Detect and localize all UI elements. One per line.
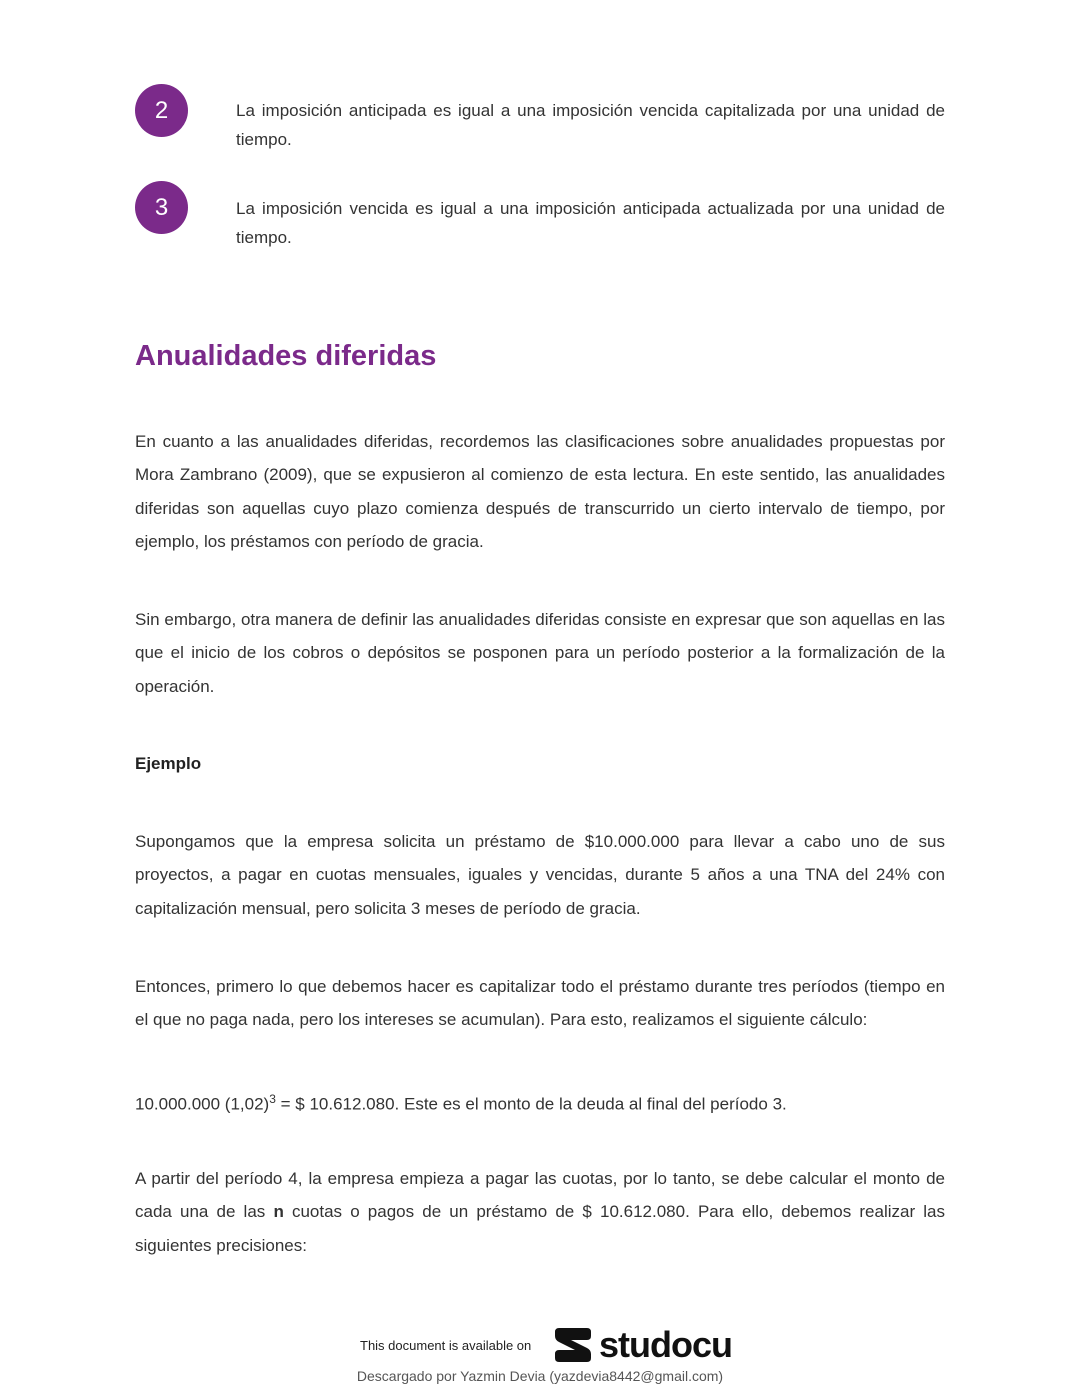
paragraph: Entonces, primero lo que debemos hacer es capitalizar todo el préstamo durante tres períodos (tiempo en el que no paga nada, pero los intereses se acumulan). Para esto, realizamos el siguiente cálculo:	[135, 977, 945, 1030]
paragraph	[135, 1162, 945, 1262]
formula-line	[135, 1083, 945, 1121]
studocu-logo-text: studocu	[599, 1324, 732, 1365]
formula-exponent: 3	[269, 1092, 276, 1106]
formula-base: 10.000.000 (1,02)	[135, 1094, 270, 1114]
paragraph-part: cuotas o pagos de un préstamo de $ 10.612.080. Para ello, debemos realizar las siguientes precisiones:	[135, 1202, 945, 1255]
studocu-logo[interactable]	[553, 1324, 732, 1366]
studocu-logo-icon	[553, 1324, 593, 1366]
paragraph: En cuanto a las anualidades diferidas, recordemos las clasificaciones sobre anualidades propuestas por Mora Zambrano (2009), que se expusieron al comienzo de esta lectura. En este sentido, las anualidades diferidas son aquellas cuyo plazo comienza después de transcurrido un cierto intervalo de tiempo, por ejemplo, los préstamos con período de gracia.	[135, 432, 945, 551]
example-label: Ejemplo	[135, 754, 202, 773]
paragraph-part: A partir del período 4, la empresa empieza a pagar las cuotas, por lo tanto, se debe calcular el monto de cada una de las	[135, 1169, 945, 1222]
step-number-badge: 3	[135, 181, 188, 234]
formula-result: = $ 10.612.080. Este es el monto de la deuda al final del período 3.	[275, 1094, 787, 1114]
footer-available-text: This document is available on	[360, 1338, 532, 1353]
footer-downloaded-by: Descargado por Yazmin Devia (yazdevia8442@gmail.com)	[356, 1368, 724, 1384]
numbered-item-text: La imposición vencida es igual a una imposición anticipada actualizada por una unidad de tiempo.	[236, 199, 945, 247]
section-title: Anualidades diferidas	[135, 340, 437, 372]
numbered-item-text: La imposición anticipada es igual a una imposición vencida capitalizada por una unidad de tiempo.	[236, 101, 945, 149]
step-number-badge: 2	[135, 84, 188, 137]
paragraph: Sin embargo, otra manera de definir las anualidades diferidas consiste en expresar que son aquellas en las que el inicio de los cobros o depósitos se posponen para un período posterior a la formalización de la operación.	[135, 610, 945, 696]
variable-n: n	[273, 1202, 284, 1222]
paragraph: Supongamos que la empresa solicita un préstamo de $10.000.000 para llevar a cabo uno de sus proyectos, a pagar en cuotas mensuales, iguales y vencidas, durante 5 años a una TNA del 24% con capitalización mensual, pero solicita 3 meses de período de gracia.	[135, 832, 945, 918]
